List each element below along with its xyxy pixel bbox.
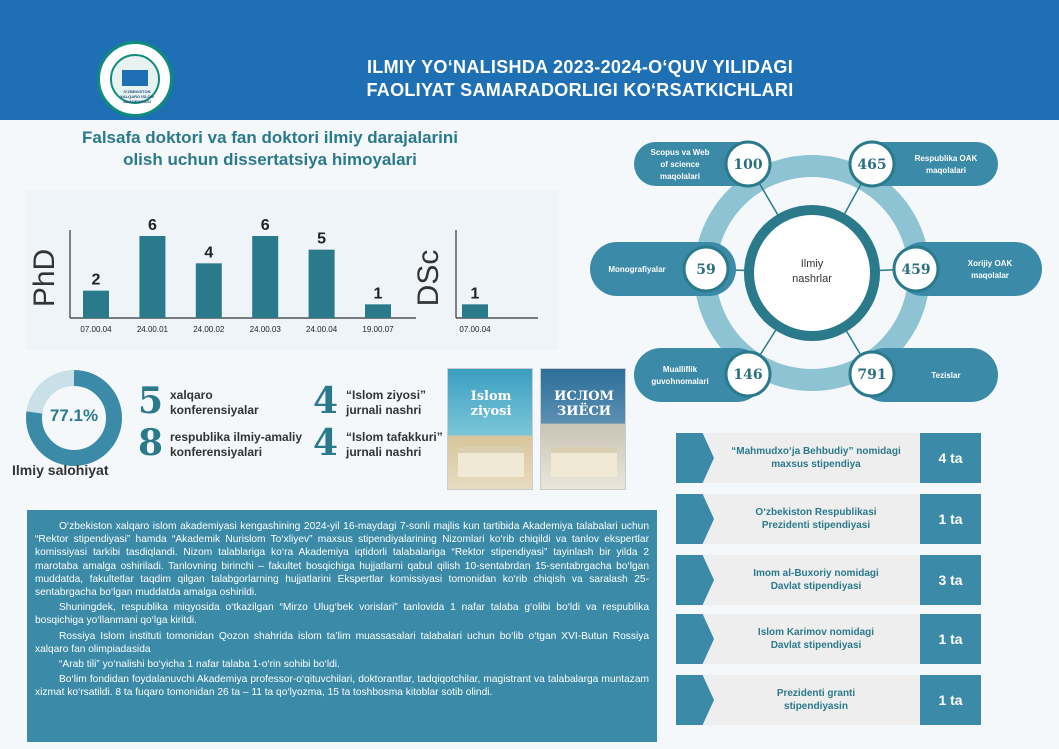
stat-text: respublika ilmiy-amaliy konferensiyalari [170, 430, 303, 459]
bar [139, 236, 165, 318]
bar [83, 291, 109, 318]
publication-value: 146 [733, 367, 763, 383]
bar [196, 263, 222, 318]
magazine-cover-islom-ziyosi: Islom ziyosi [447, 368, 533, 490]
stat-text: “Islom tafakkuri” jurnali nashri [346, 430, 443, 459]
publication-label: guvohnomalari [651, 377, 709, 386]
scholarship-label: Imom al-Buxoriy nomidagi Davlat stipendiyasi [753, 568, 879, 592]
tick-label: 24.00.01 [136, 325, 168, 334]
publication-value: 459 [901, 262, 931, 278]
tick-label: 07.00.04 [80, 325, 112, 334]
building-image [458, 447, 524, 477]
scholarship-count: 3 ta [920, 555, 981, 605]
scholarship-label: “Mahmudxo‘ja Behbudiy” nomidagi maxsus stipendiya [731, 446, 901, 470]
tick-label: 24.00.02 [193, 325, 225, 334]
data-label: 1 [373, 285, 383, 303]
stat-number: 4 [313, 422, 339, 464]
publication-value: 791 [857, 367, 887, 383]
stat-number: 5 [138, 380, 164, 422]
bar [252, 236, 278, 318]
publication-label: maqolalari [659, 172, 701, 181]
scholarship-label: Prezidenti granti stipendiyasin [776, 688, 856, 712]
publication-label: Scopus va Web [650, 148, 710, 157]
paragraph: “Arab tili” yo‘nalishi bo‘yicha 1 nafar talaba 1-o‘rin sohibi bo‘ldi. [59, 659, 340, 671]
paragraph: O‘zbekiston xalqaro islom akademiyasi kengashining 2024-yil 16-maydagi 7-sonli majlis kun tartibida Akademiya talabalari uchun “Rektor stipendiyasi” hamda “Akademik Nurislom To‘xliyev” maxsus stipendiyalarining Nizomlari ko‘rib chiqildi va tanlov ekspertlar komissiyasi tarkibi tasdiqlandi. Nizom talablariga ko‘ra Akademiya iqtidorli talabalariga “Rektor stipendiyasi” tayinlash bir yilda 2 marotaba amalga oshiriladi. Tanlovning birinchi – fakultet bosqichiga hujjatlarni qabul qilish 10-sentabrdan 15-sentabrgacha bo‘lgan muddatda, fakultetlar taqdim qilgan talabgorlarning hujjatlarini Ekspertlar komissiyasi tomonidan ko‘rib chiqish va saralash 25-sentabrgacha bo‘lgan muddatda amalga oshirildi. [35, 521, 649, 599]
publication-label: Mualliflik [662, 365, 698, 374]
publication-label: of science [660, 160, 700, 169]
stat-text: xalqaro konferensiyalar [170, 388, 259, 417]
stat-text: “Islom ziyosi” jurnali nashri [346, 388, 427, 417]
potential-value: 77.1% [49, 406, 99, 425]
publication-label: maqolalar [971, 271, 1009, 280]
scholarship-count: 1 ta [920, 675, 981, 725]
publications-diagram [590, 130, 1050, 420]
tick-label: 07.00.04 [459, 325, 491, 334]
academy-logo: O'ZBEKISTON XALQARO ISLOM AKADEMIYASI [97, 41, 173, 117]
info-text-box [27, 510, 657, 742]
scholarship-row [676, 675, 981, 725]
scholarship-count: 1 ta [920, 614, 981, 664]
data-label: 6 [260, 217, 270, 234]
publication-value: 465 [857, 157, 887, 173]
dissertation-section-title: Falsafa doktori va fan doktori ilmiy darajalarini olish uchun dissertatsiya himoyalari [81, 128, 458, 169]
building-icon [122, 70, 148, 86]
tick-label: 24.00.03 [249, 325, 281, 334]
scholarship-row [676, 433, 981, 483]
data-label: 2 [91, 271, 101, 289]
data-label: 6 [147, 217, 157, 234]
publication-label: Monografiyalar [608, 265, 666, 274]
scholarship-row [676, 555, 981, 605]
publication-value: 59 [696, 262, 716, 278]
center-label-line1: Ilmiy [800, 258, 824, 270]
publication-label: Tezislar [931, 371, 961, 380]
publication-label: Xorijiy OAK [967, 259, 1013, 268]
tick-label: 19.00.07 [362, 325, 394, 334]
bar [309, 250, 335, 318]
center-label-line2: nashrlar [792, 273, 832, 285]
data-label: 5 [317, 230, 327, 248]
dissertation-bar-chart [26, 190, 559, 350]
paragraph: Rossiya Islom instituti tomonidan Qozon shahrida islom ta’lim muassasalari talabalari uchun bo‘lib o‘tgan XVI-Butun Rossiya xalqaro fan olimpiadasida [35, 630, 649, 655]
bar [365, 304, 391, 318]
tick-label: 24.00.04 [306, 325, 338, 334]
stat-number: 4 [313, 380, 339, 422]
scholarship-count: 4 ta [920, 433, 981, 483]
scholarship-count: 1 ta [920, 494, 981, 544]
scholarship-label: Islom Karimov nomidagi Davlat stipendiyasi [757, 627, 875, 651]
stat-number: 8 [138, 422, 164, 464]
publication-label: maqolalari [925, 166, 967, 175]
axis-label: PhD [27, 248, 61, 308]
bar [462, 304, 488, 318]
potential-label: Ilmiy salohiyat [12, 462, 109, 478]
data-label: 4 [204, 244, 214, 262]
publication-label: Respublika OAK [914, 154, 978, 163]
paragraph: Bo‘lim fondidan foydalanuvchi Akademiya professor-o‘qituvchilari, doktorantlar, tadqiqotchilar, magistrant va talabalarga muntazam xizmat ko‘rsatildi. 8 ta fuqaro tomonidan 26 ta – 11 ta qo‘lyozma, 15 ta toshbosma kitoblar sotib olindi. [35, 674, 649, 699]
publication-value: 100 [733, 157, 763, 173]
building-image [551, 447, 617, 477]
data-label: 1 [470, 285, 480, 303]
magazine-cover-islom-ziyosi-cyrillic: ИСЛОМ ЗИЁСИ [540, 368, 626, 490]
axis-label: DSc [411, 249, 445, 307]
header-banner [0, 0, 1059, 120]
scholarship-label: O‘zbekiston Respublikasi Prezidenti stipendiyasi [755, 507, 877, 531]
page-title: ILMIY YO‘NALISHDA 2023-2024-O‘QUV YILIDAGI FAOLIYAT SAMARADORLIGI KO‘RSATKICHLARI [366, 57, 794, 100]
paragraph: Shuningdek, respublika miqyosida o‘tkazilgan “Mirzo Ulug‘bek vorislari” tanlovida 1 nafar talaba g‘olibi bo‘ldi va respublika bosqichiga yo‘llanmani qo‘lga kiritdi. [35, 602, 649, 627]
scholarship-row [676, 614, 981, 664]
scholarship-row [676, 494, 981, 544]
